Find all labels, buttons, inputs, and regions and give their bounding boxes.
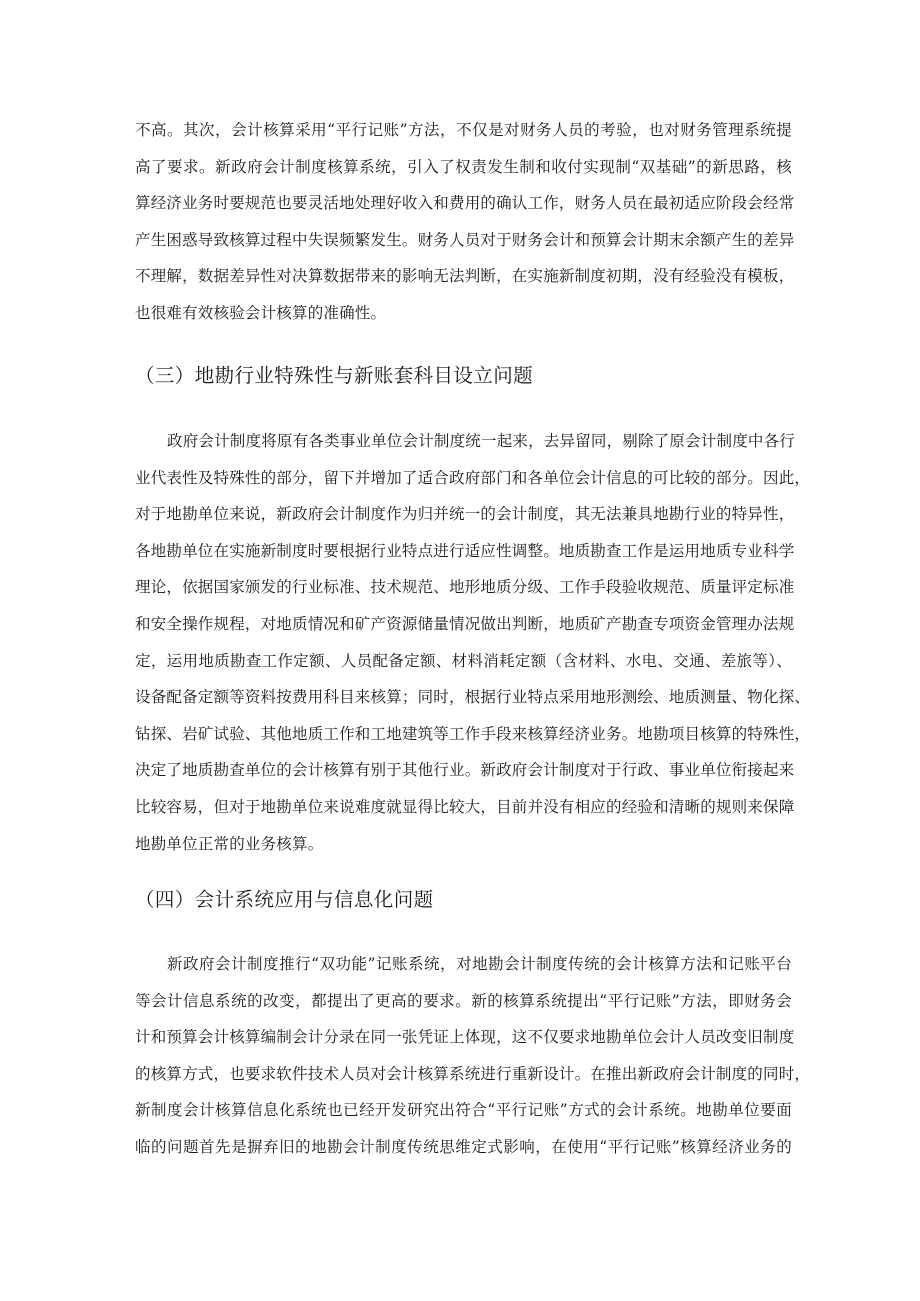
text-line: 算经济业务时要规范也要灵活地处理好收入和费用的确认工作，财务人员在最初适应阶段会经常: [135, 194, 795, 213]
section-heading-4: （四）会计系统应用与信息化问题: [135, 888, 434, 911]
text-line: 产生困惑导致核算过程中失误频繁发生。财务人员对于财务会计和预算会计期末余额产生的差异: [135, 230, 795, 249]
text-line: 定，运用地质勘查工作定额、人员配备定额、材料消耗定额（含材料、水电、交通、差旅等）、: [135, 651, 792, 670]
text-line: 和安全操作规程，对地质情况和矿产资源储量情况做出判断，地质矿产勘查专项资金管理办法规: [135, 614, 795, 633]
text-line: 地勘单位正常的业务核算。: [135, 834, 324, 853]
text-line: 比较容易，但对于地勘单位来说难度就显得比较大，目前并没有相应的经验和清晰的规则来保障: [135, 797, 795, 816]
section-heading-3: （三）地勘行业特殊性与新账套科目设立问题: [135, 364, 534, 387]
text-line: 对于地勘单位来说，新政府会计制度作为归并统一的会计制度，其无法兼具地勘行业的特异性，: [135, 505, 795, 524]
text-line: 钻探、岩矿试验、其他地质工作和工地建筑等工作手段来核算经济业务。地勘项目核算的特殊性，: [135, 724, 811, 743]
text-line: 设备配备定额等资料按费用科目来核算；同时，根据行业特点采用地形测绘、地质测量、物化探、: [135, 688, 811, 707]
text-line: 新制度会计核算信息化系统也已经开发研究出符合“平行记账”方式的会计系统。地勘单位要面: [135, 1101, 792, 1120]
text-line: 等会计信息系统的改变，都提出了更高的要求。新的核算系统提出“平行记账”方法，即财务会: [135, 991, 792, 1010]
text-line: 不高。其次，会计核算采用“平行记账”方法，不仅是对财务人员的考验，也对财务管理系统提: [135, 121, 792, 139]
paragraph-3: [135, 946, 811, 1166]
text-line: 计和预算会计核算编制会计分录在同一张凭证上体现，这不仅要求地勘单位会计人员改变旧制度: [135, 1028, 795, 1047]
text-line: 不理解，数据差异性对决算数据带来的影响无法判断，在实施新制度初期，没有经验没有模板，: [135, 267, 795, 286]
text-line: 新政府会计制度推行“双功能”记账系统，对地勘会计制度传统的会计核算方法和记账平台: [167, 955, 792, 973]
text-line: 政府会计制度将原有各类事业单位会计制度统一起来，去异留同，剔除了原会计制度中各行: [167, 432, 796, 450]
text-line: 的核算方式，也要求软件技术人员对会计核算系统进行重新设计。在推出新政府会计制度的同时，: [135, 1064, 811, 1083]
paragraph-1: [135, 112, 795, 332]
text-line: 高了要求。新政府会计制度核算系统，引入了权责发生制和收付实现制“双基础”的新思路，核: [135, 157, 792, 176]
text-line: 理论，依据国家颁发的行业标准、技术规范、地形地质分级、工作手段验收规范、质量评定标准: [135, 578, 795, 597]
text-line: 各地勘单位在实施新制度时要根据行业特点进行适应性调整。地质勘查工作是运用地质专业科学: [135, 541, 795, 560]
text-line: 临的问题首先是摒弃旧的地勘会计制度传统思维定式影响，在使用“平行记账”核算经济业务的: [135, 1137, 792, 1156]
text-line: 也很难有效核验会计核算的准确性。: [135, 303, 387, 322]
text-line: 决定了地质勘查单位的会计核算有别于其他行业。新政府会计制度对于行政、事业单位衔接起来: [135, 761, 795, 780]
paragraph-2: [135, 423, 811, 862]
text-line: 业代表性及特殊性的部分，留下并增加了适合政府部门和各单位会计信息的可比较的部分。因此，: [135, 468, 811, 487]
